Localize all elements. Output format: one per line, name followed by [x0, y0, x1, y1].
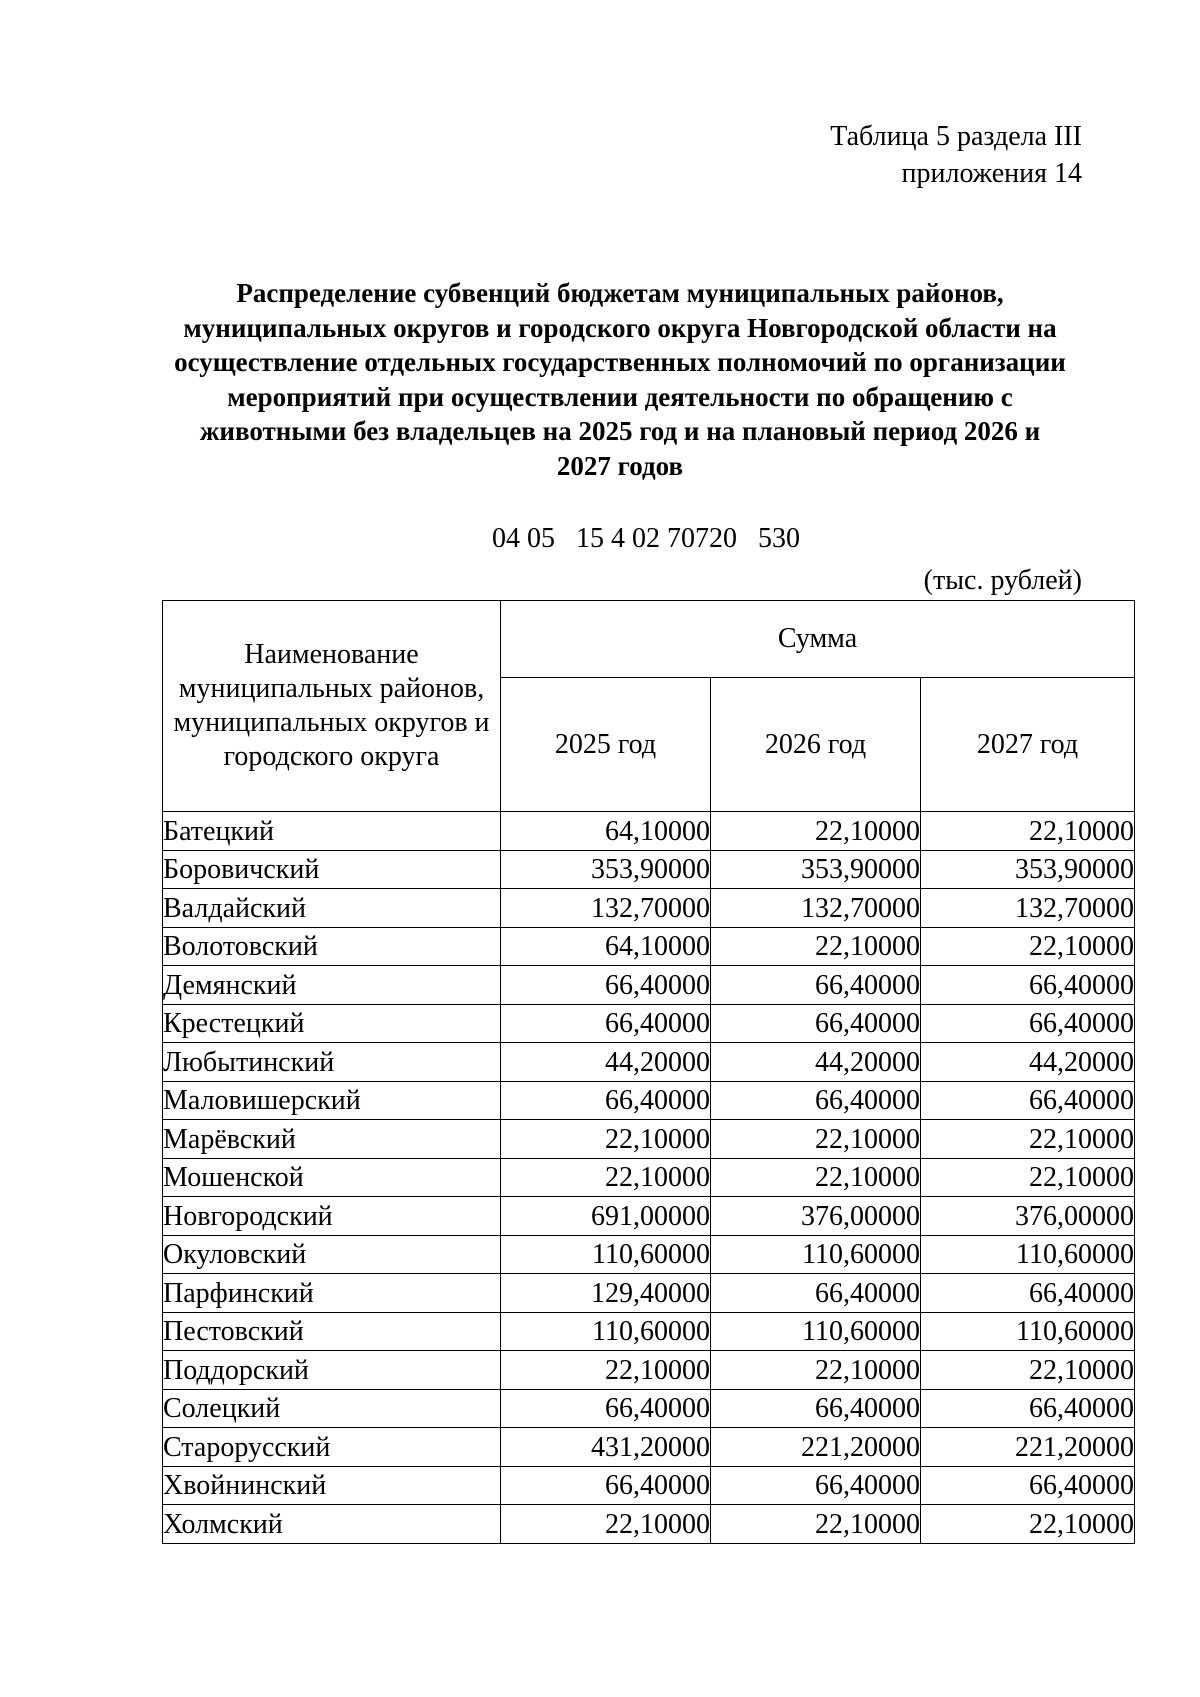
amount-2026-cell: 22,10000: [711, 927, 921, 966]
amount-2026-cell: 22,10000: [711, 1120, 921, 1159]
district-name-cell: Марёвский: [163, 1120, 501, 1159]
amount-2026-cell: 22,10000: [711, 812, 921, 851]
amount-2025-cell: 431,20000: [501, 1428, 711, 1467]
table-row: [163, 1235, 1135, 1274]
table-row: [163, 1120, 1135, 1159]
amount-2027-cell: 110,60000: [921, 1235, 1135, 1274]
table-header: [163, 601, 1135, 812]
amount-2025-cell: 110,60000: [501, 1235, 711, 1274]
reference-table-line: Таблица 5 раздела III: [830, 121, 1082, 152]
column-header-name: Наименование муниципальных районов, муниципальных округов и городского округа: [163, 601, 501, 812]
amount-2026-cell: 66,40000: [711, 1274, 921, 1313]
amount-2027-cell: 66,40000: [921, 1389, 1135, 1428]
district-name-cell: Демянский: [163, 966, 501, 1005]
amount-2026-cell: 221,20000: [711, 1428, 921, 1467]
title-line: животными без владельцев на 2025 год и на плановый период 2026 и: [199, 416, 1041, 446]
table-row: [163, 1351, 1135, 1390]
amount-2026-cell: 376,00000: [711, 1197, 921, 1236]
amount-2026-cell: 22,10000: [711, 1505, 921, 1544]
amount-2025-cell: 132,70000: [501, 889, 711, 928]
title-line: Распределение субвенций бюджетам муниципальных районов,: [236, 278, 1004, 308]
amount-2027-cell: 44,20000: [921, 1043, 1135, 1082]
amount-2025-cell: 44,20000: [501, 1043, 711, 1082]
amount-2026-cell: 66,40000: [711, 1466, 921, 1505]
amount-2026-cell: 22,10000: [711, 1158, 921, 1197]
amount-2026-cell: 353,90000: [711, 850, 921, 889]
table-row: [163, 966, 1135, 1005]
title-line: 2027 годов: [556, 450, 684, 481]
table-row: [163, 1004, 1135, 1043]
district-name-cell: Старорусский: [163, 1428, 501, 1467]
amount-2027-cell: 22,10000: [921, 1351, 1135, 1390]
document-reference: [830, 118, 1082, 192]
table-row: [163, 1274, 1135, 1313]
title-line: осуществление отдельных государственных полномочий по организации: [174, 347, 1066, 377]
amount-2025-cell: 64,10000: [501, 812, 711, 851]
table-row: [163, 1043, 1135, 1082]
district-name-cell: Холмский: [163, 1505, 501, 1544]
reference-appendix-line: приложения 14: [901, 158, 1082, 189]
table-row: [163, 850, 1135, 889]
amount-2025-cell: 22,10000: [501, 1158, 711, 1197]
amount-2025-cell: 129,40000: [501, 1274, 711, 1313]
table-row: [163, 1389, 1135, 1428]
units-label: (тыс. рублей): [923, 565, 1082, 596]
district-name-cell: Поддорский: [163, 1351, 501, 1390]
table-body: [163, 812, 1135, 1544]
amount-2027-cell: 22,10000: [921, 1120, 1135, 1159]
amount-2025-cell: 22,10000: [501, 1120, 711, 1159]
amount-2027-cell: 66,40000: [921, 1466, 1135, 1505]
amount-2027-cell: 110,60000: [921, 1312, 1135, 1351]
title-line: мероприятий при осуществлении деятельности по обращению с: [227, 381, 1013, 412]
district-name-cell: Окуловский: [163, 1235, 501, 1274]
amount-2027-cell: 22,10000: [921, 812, 1135, 851]
amount-2026-cell: 44,20000: [711, 1043, 921, 1082]
amount-2026-cell: 132,70000: [711, 889, 921, 928]
district-name-cell: Парфинский: [163, 1274, 501, 1313]
amount-2027-cell: 22,10000: [921, 1505, 1135, 1544]
amount-2025-cell: 353,90000: [501, 850, 711, 889]
amount-2026-cell: 66,40000: [711, 1389, 921, 1428]
district-name-cell: Новгородский: [163, 1197, 501, 1236]
amount-2027-cell: 66,40000: [921, 1274, 1135, 1313]
amount-2026-cell: 66,40000: [711, 1081, 921, 1120]
district-name-cell: Валдайский: [163, 889, 501, 928]
district-name-cell: Батецкий: [163, 812, 501, 851]
district-name-cell: Хвойнинский: [163, 1466, 501, 1505]
column-header-2027: 2027 год: [921, 678, 1135, 812]
subsidy-table: [162, 600, 1135, 1544]
amount-2026-cell: 66,40000: [711, 1004, 921, 1043]
district-name-cell: Любытинский: [163, 1043, 501, 1082]
amount-2027-cell: 221,20000: [921, 1428, 1135, 1467]
amount-2027-cell: 132,70000: [921, 889, 1135, 928]
amount-2025-cell: 66,40000: [501, 966, 711, 1005]
amount-2027-cell: 22,10000: [921, 927, 1135, 966]
table-row: [163, 1081, 1135, 1120]
amount-2025-cell: 64,10000: [501, 927, 711, 966]
document-title: [160, 276, 1080, 483]
district-name-cell: Солецкий: [163, 1389, 501, 1428]
amount-2026-cell: 110,60000: [711, 1235, 921, 1274]
amount-2027-cell: 66,40000: [921, 1004, 1135, 1043]
title-line: муниципальных округов и городского округа Новгородской области на: [183, 312, 1057, 343]
amount-2025-cell: 66,40000: [501, 1081, 711, 1120]
column-header-sum: Сумма: [501, 601, 1135, 678]
column-header-2025: 2025 год: [501, 678, 711, 812]
amount-2026-cell: 22,10000: [711, 1351, 921, 1390]
district-name-cell: Волотовский: [163, 927, 501, 966]
district-name-cell: Пестовский: [163, 1312, 501, 1351]
amount-2027-cell: 376,00000: [921, 1197, 1135, 1236]
budget-classification-code: 04 05 15 4 02 70720 530: [492, 523, 800, 554]
table-row: [163, 1428, 1135, 1467]
amount-2025-cell: 66,40000: [501, 1466, 711, 1505]
amount-2027-cell: 353,90000: [921, 850, 1135, 889]
district-name-cell: Крестецкий: [163, 1004, 501, 1043]
table-row: [163, 1158, 1135, 1197]
amount-2027-cell: 66,40000: [921, 966, 1135, 1005]
amount-2025-cell: 691,00000: [501, 1197, 711, 1236]
district-name-cell: Мошенской: [163, 1158, 501, 1197]
amount-2025-cell: 22,10000: [501, 1505, 711, 1544]
table-row: [163, 812, 1135, 851]
amount-2027-cell: 22,10000: [921, 1158, 1135, 1197]
district-name-cell: Боровичский: [163, 850, 501, 889]
amount-2025-cell: 22,10000: [501, 1351, 711, 1390]
column-header-2026: 2026 год: [711, 678, 921, 812]
table-row: [163, 1505, 1135, 1544]
table-row: [163, 1466, 1135, 1505]
amount-2025-cell: 66,40000: [501, 1389, 711, 1428]
amount-2027-cell: 66,40000: [921, 1081, 1135, 1120]
table-row: [163, 1312, 1135, 1351]
district-name-cell: Маловишерский: [163, 1081, 501, 1120]
table-row: [163, 1197, 1135, 1236]
amount-2026-cell: 110,60000: [711, 1312, 921, 1351]
table-row: [163, 889, 1135, 928]
amount-2025-cell: 66,40000: [501, 1004, 711, 1043]
amount-2025-cell: 110,60000: [501, 1312, 711, 1351]
amount-2026-cell: 66,40000: [711, 966, 921, 1005]
table-row: [163, 927, 1135, 966]
